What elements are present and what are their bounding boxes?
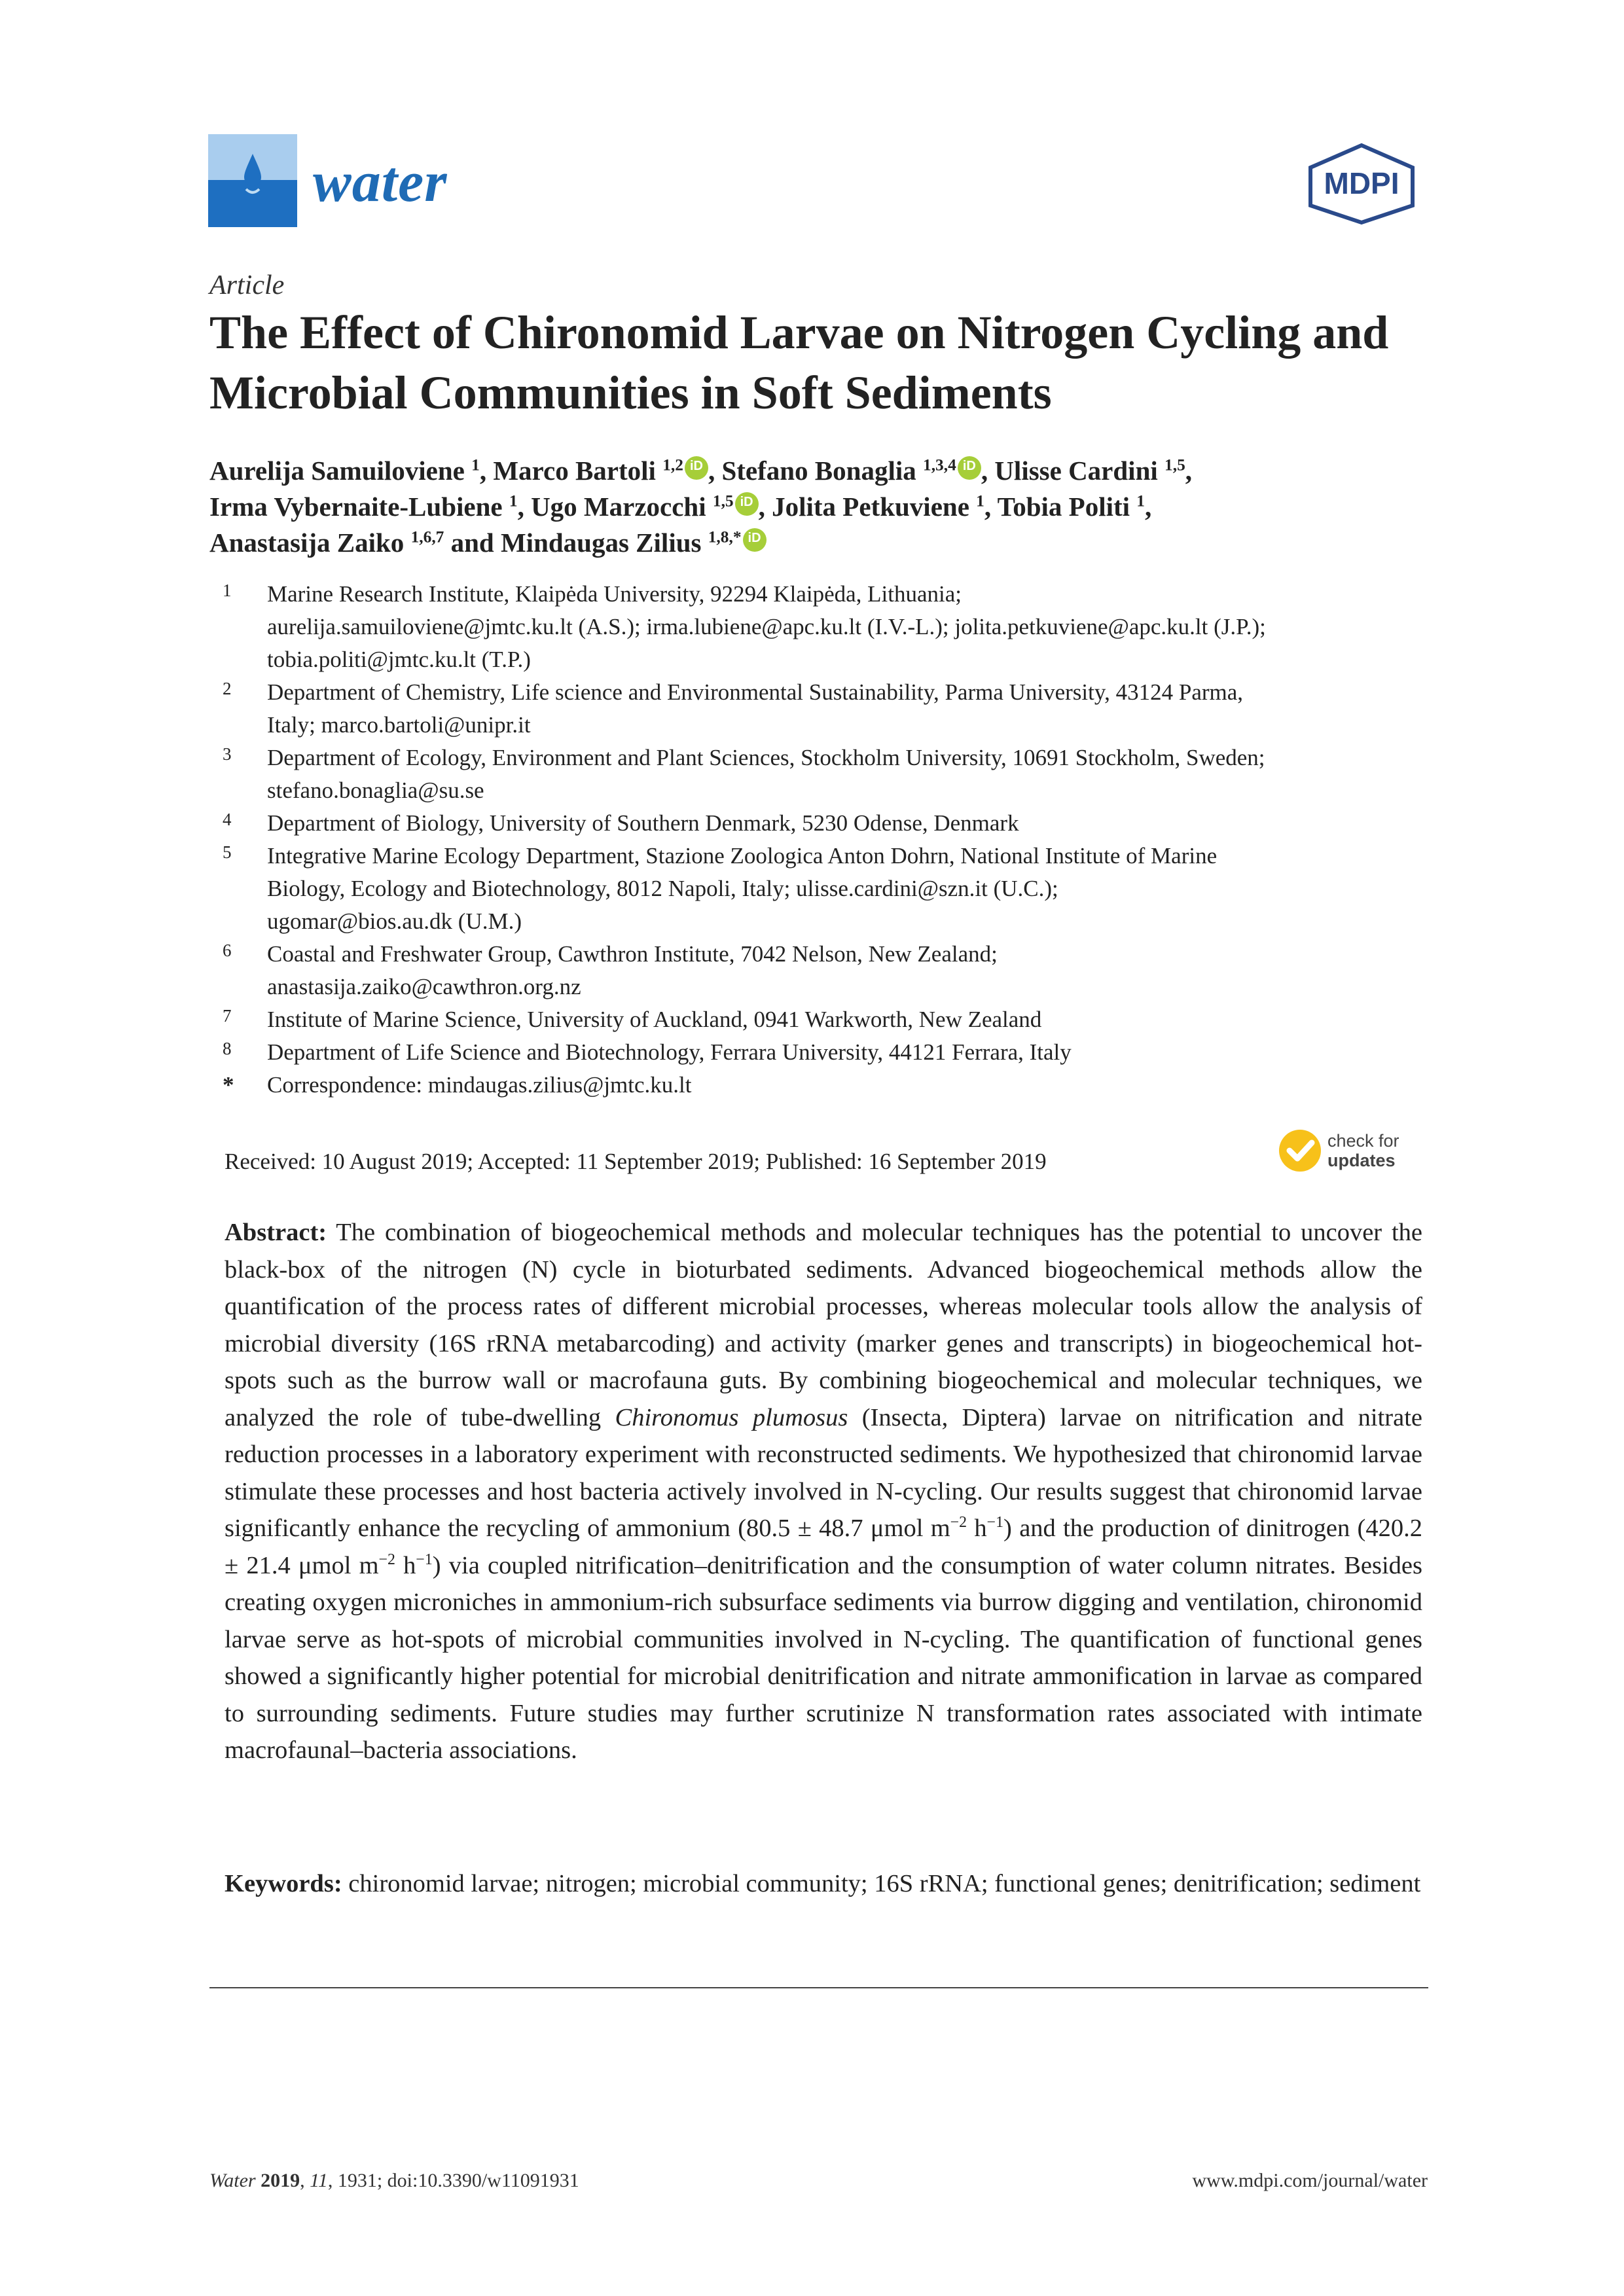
affiliation-number: 5	[223, 842, 232, 862]
affiliation-item	[216, 578, 1453, 676]
author-separator: ,	[1185, 456, 1193, 486]
affiliation-line: Coastal and Freshwater Group, Cawthron Institute, 7042 Nelson, New Zealand;	[267, 941, 998, 967]
author-separator: and	[444, 528, 494, 558]
keywords-label: Keywords:	[225, 1870, 342, 1897]
keywords	[225, 1865, 1422, 1903]
author[interactable]	[209, 528, 494, 558]
abstract-text-3: ) and the production of dinitrogen (420.2 ± 21.4 μmol m	[225, 1515, 1422, 1579]
author-affiliation-sup: 1	[1136, 492, 1145, 511]
abstract-text-2: (Insecta, Diptera) larvae on nitrification and nitrate reduction processes in a laboratory experiment with reconstructed sediments. We hypothesized that chironomid larvae stimulate these processes and host bacteria actively involved in N-cycling. Our results suggest that chironomid larvae significantly enhance the recycling of ammonium (80.5 ± 48.7 μmol m	[225, 1403, 1422, 1542]
species-name: Chironomus plumosus	[615, 1403, 848, 1431]
author-name: Tobia Politi	[997, 492, 1130, 522]
footer-url[interactable]: www.mdpi.com/journal/water	[1192, 2170, 1428, 2191]
check-badge-line2: updates	[1327, 1151, 1396, 1170]
affiliation-line: Marine Research Institute, Klaipėda University, 92294 Klaipėda, Lithuania;	[267, 581, 962, 607]
author[interactable]	[501, 528, 767, 558]
author[interactable]	[772, 492, 991, 522]
author[interactable]	[209, 456, 486, 486]
divider	[209, 1987, 1428, 1988]
author[interactable]	[998, 492, 1152, 522]
author-name: Marco Bartoli	[493, 456, 656, 486]
publisher-logo-icon	[1303, 143, 1420, 225]
author[interactable]	[493, 456, 715, 486]
affiliation-number: 2	[223, 679, 232, 698]
author-separator: ,	[758, 492, 765, 522]
author-list	[209, 453, 1453, 561]
check-badge-line1: check for	[1327, 1131, 1399, 1151]
affiliation-line: ugomar@bios.au.dk (U.M.)	[267, 908, 522, 934]
abstract-label: Abstract:	[225, 1219, 327, 1246]
footer-citation: Water 2019, 11, 1931; doi:10.3390/w11091931	[209, 2170, 579, 2191]
unit-text: h	[395, 1551, 416, 1579]
abstract-text-4: ) via coupled nitrification–denitrification and the consumption of water column nitrates. Besides creating oxygen microniches in ammonium-rich subsurface sediments via burrow digging and ventilation, chironomid larvae serve as hot-spots of microbial communities involved in N-cycling. The quantification of functional genes showed a significantly higher potential for microbial denitrification and nitrate ammonification in larvae as compared to surrounding sediments. Future studies may further scrutinize N transformation rates associated with intimate macrofaunal–bacteria associations.	[225, 1551, 1422, 1764]
author[interactable]	[209, 492, 524, 522]
affiliation-number: 6	[223, 941, 232, 960]
author-name: Ulisse Cardini	[994, 456, 1158, 486]
affiliation-line: aurelija.samuiloviene@jmtc.ku.lt (A.S.); irma.lubiene@apc.ku.lt (I.V.-L.); jolita.petkuviene@apc.ku.lt (J.P.);	[267, 614, 1266, 639]
affiliation-number: 8	[223, 1039, 232, 1058]
affiliation-number: *	[223, 1072, 234, 1098]
affiliation-item	[216, 742, 1453, 807]
exponent: −1	[986, 1514, 1004, 1532]
publication-dates: Received: 10 August 2019; Accepted: 11 September 2019; Published: 16 September 2019	[225, 1149, 1047, 1174]
author-separator: ,	[1144, 492, 1152, 522]
exponent: −1	[416, 1551, 433, 1568]
affiliation-number: 1	[223, 581, 232, 600]
author-name: Ugo Marzocchi	[531, 492, 706, 522]
author-affiliation-sup: 1,5	[712, 492, 734, 511]
orcid-icon[interactable]	[735, 492, 759, 516]
affiliation-number: 3	[223, 744, 232, 764]
journal-name: water	[313, 151, 448, 214]
affiliation-item	[216, 676, 1453, 742]
footer-year: 2019	[261, 2170, 300, 2191]
affiliation-item	[216, 1036, 1453, 1069]
affiliation-line: Institute of Marine Science, University of Auckland, 0941 Warkworth, New Zealand	[267, 1007, 1042, 1032]
affiliation-item	[216, 938, 1453, 1003]
author-name: Mindaugas Zilius	[500, 528, 702, 558]
affiliation-line: Biology, Ecology and Biotechnology, 8012 Napoli, Italy; ulisse.cardini@szn.it (U.C.);	[267, 876, 1058, 901]
footer-volume: 11	[310, 2170, 328, 2191]
author-affiliation-sup: 1,6,7	[410, 528, 444, 547]
affiliation-line: Department of Chemistry, Life science and Environmental Sustainability, Parma University, 43124 Parma,	[267, 679, 1244, 705]
footer-journal: Water	[209, 2170, 256, 2191]
affiliation-line: tobia.politi@jmtc.ku.lt (T.P.)	[267, 647, 531, 672]
author-name: Irma Vybernaite-Lubiene	[209, 492, 503, 522]
exponent: −2	[950, 1514, 967, 1532]
author-name: Anastasija Zaiko	[209, 528, 405, 558]
author-separator: ,	[708, 456, 715, 486]
affiliation-list	[216, 578, 1453, 1102]
keywords-text: chironomid larvae; nitrogen; microbial community; 16S rRNA; functional genes; denitrification; sediment	[342, 1870, 1421, 1897]
affiliation-line: Correspondence: mindaugas.zilius@jmtc.ku.lt	[267, 1072, 692, 1098]
affiliation-item	[216, 807, 1453, 840]
footer-doi: , 1931; doi:10.3390/w11091931	[327, 2170, 579, 2191]
author-affiliation-sup: 1	[976, 492, 984, 511]
author[interactable]	[994, 456, 1192, 486]
author[interactable]	[531, 492, 765, 522]
orcid-icon[interactable]	[958, 456, 981, 480]
affiliation-number: 4	[223, 810, 232, 829]
affiliation-line: Department of Life Science and Biotechnology, Ferrara University, 44121 Ferrara, Italy	[267, 1039, 1072, 1065]
author-affiliation-sup: 1,5	[1164, 456, 1185, 475]
affiliation-line: anastasija.zaiko@cawthron.org.nz	[267, 974, 581, 999]
author-separator: ,	[517, 492, 524, 522]
affiliation-number: 7	[223, 1006, 232, 1026]
abstract-text-1: The combination of biogeochemical methods and molecular techniques has the potential to uncover the black-box of the nitrogen (N) cycle in bioturbated sediments. Advanced biogeochemical methods allow the quantification of the process rates of different microbial processes, whereas molecular tools allow the analysis of microbial diversity (16S rRNA metabarcoding) and activity (marker genes and transcripts) in biogeochemical hot-spots such as the burrow wall or macrofauna guts. By combining biogeochemical and molecular techniques, we analyzed the role of tube-dwelling	[225, 1219, 1422, 1431]
affiliation-item	[216, 1003, 1453, 1036]
author-affiliation-sup: 1,3,4	[923, 456, 956, 475]
author[interactable]	[721, 456, 988, 486]
author-separator: ,	[984, 492, 992, 522]
affiliation-line: Department of Biology, University of Southern Denmark, 5230 Odense, Denmark	[267, 810, 1019, 836]
affiliation-item	[216, 840, 1453, 938]
author-name: Jolita Petkuviene	[772, 492, 969, 522]
author-name: Stefano Bonaglia	[721, 456, 916, 486]
author-name: Aurelija Samuiloviene	[209, 456, 465, 486]
unit-text: h	[967, 1515, 987, 1542]
affiliation-line: Department of Ecology, Environment and Plant Sciences, Stockholm University, 10691 Stockholm, Sweden;	[267, 745, 1265, 770]
author-separator: ,	[479, 456, 487, 486]
abstract	[225, 1214, 1422, 1769]
affiliation-item	[216, 1069, 1453, 1102]
author-affiliation-sup: 1	[509, 492, 518, 511]
publisher-name: MDPI	[1324, 166, 1399, 200]
author-affiliation-sup: 1,8,*	[708, 528, 742, 547]
article-type: Article	[209, 270, 285, 300]
affiliation-line: Italy; marco.bartoli@unipr.it	[267, 712, 531, 738]
affiliation-line: Integrative Marine Ecology Department, Stazione Zoologica Anton Dohrn, National Institute of Marine	[267, 843, 1218, 869]
orcid-icon[interactable]	[685, 456, 708, 480]
orcid-icon[interactable]	[743, 528, 767, 552]
author-separator: ,	[981, 456, 988, 486]
check-icon	[1279, 1130, 1321, 1172]
author-affiliation-sup: 1,2	[662, 456, 683, 475]
exponent: −2	[378, 1551, 395, 1568]
paper-title: The Effect of Chironomid Larvae on Nitrogen Cycling and Microbial Communities in Soft Sediments	[209, 306, 1389, 419]
affiliation-line: stefano.bonaglia@su.se	[267, 778, 484, 803]
check-for-updates-badge[interactable]	[1275, 1124, 1432, 1177]
author-affiliation-sup: 1	[471, 456, 480, 475]
